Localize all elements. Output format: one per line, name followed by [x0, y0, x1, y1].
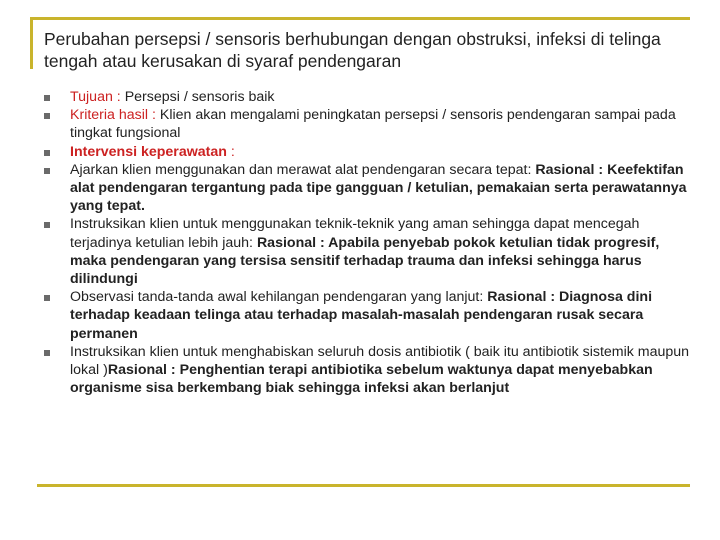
square-bullet-icon — [44, 95, 50, 101]
item-label: Intervensi keperawatan — [70, 143, 227, 160]
item-rationale: Rasional : Penghentian terapi antibiotika sebelum waktunya dapat menyebabkan organisme sisa berkembang biak sehingga infeksi akan berlanjut — [70, 362, 653, 397]
square-bullet-icon — [44, 113, 50, 119]
slide-title: Perubahan persepsi / sensoris berhubungan dengan obstruksi, infeksi di telinga tengah atau kerusakan di syaraf pendengaran — [44, 29, 661, 71]
list-item-intervention-3 — [44, 288, 694, 343]
square-bullet-icon — [44, 350, 50, 356]
list-item-tujuan — [44, 88, 694, 106]
square-bullet-icon — [44, 168, 50, 174]
list-item-intervensi — [44, 143, 694, 161]
item-label: Kriteria hasil : — [70, 107, 160, 124]
list-item-intervention-1 — [44, 161, 694, 216]
square-bullet-icon — [44, 295, 50, 301]
item-label-suffix: : — [226, 143, 235, 160]
frame-left-rule — [30, 17, 33, 69]
square-bullet-icon — [44, 222, 50, 228]
item-rationale: Rasional : Keefektifan alat pendengaran tergantung pada tipe gangguan / ketulian, pemakaian serta perawatannya yang tepat. — [70, 161, 687, 215]
list-item-intervention-4 — [44, 343, 694, 398]
square-bullet-icon — [44, 150, 50, 156]
item-text: Klien akan mengalami peningkatan persepsi / sensoris pendengaran sampai pada tingkat fungsional — [70, 107, 676, 142]
item-text: Observasi tanda-tanda awal kehilangan pendengaran yang lanjut: — [70, 289, 488, 306]
item-rationale: Rasional : Apabila penyebab pokok ketulian tidak progresif, maka pendengaran yang tersisa sensitif terhadap trauma dan infeksi sehingga harus dilindungi — [70, 234, 660, 288]
item-text: Instruksikan klien untuk menggunakan teknik-teknik yang aman sehingga dapat mencegah terjadinya ketulian lebih jauh: — [70, 216, 640, 251]
frame-bottom-rule — [37, 484, 690, 487]
item-label: Tujuan : — [70, 89, 125, 105]
list-item-kriteria-hasil — [44, 106, 694, 142]
frame-top-rule — [30, 17, 690, 20]
item-text: Instruksikan klien untuk menghabiskan seluruh dosis antibiotik ( baik itu antibiotik sistemik maupun lokal ) — [70, 343, 690, 379]
item-rationale: Rasional : Diagnosa dini terhadap keadaan telinga atau terhadap masalah-masalah pendengaran rusak secara permanen — [70, 289, 653, 342]
list-item-intervention-2 — [44, 215, 694, 288]
item-text: Persepsi / sensoris baik — [124, 89, 275, 105]
item-text: Ajarkan klien menggunakan dan merawat alat pendengaran secara tepat: — [70, 161, 536, 178]
bullet-list — [44, 88, 694, 397]
